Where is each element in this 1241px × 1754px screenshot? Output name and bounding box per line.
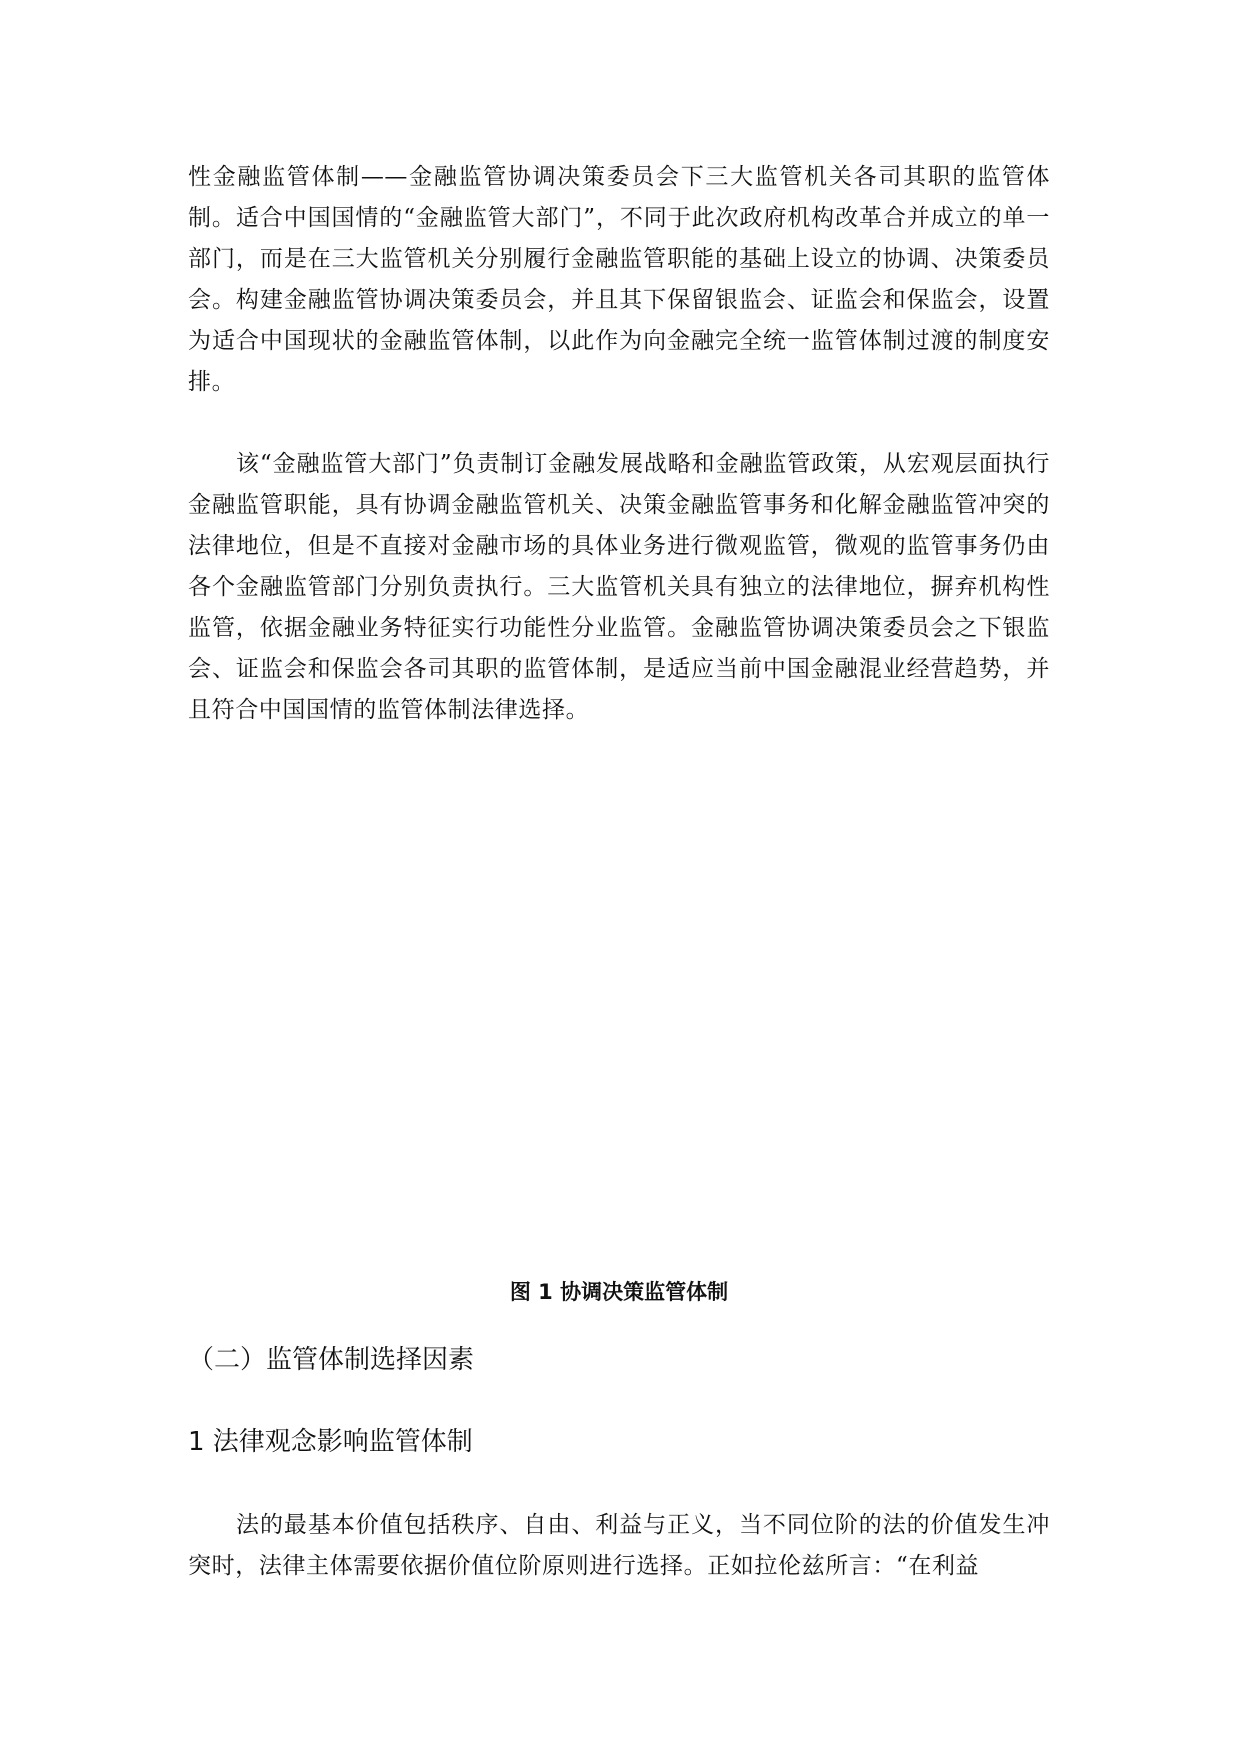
subsection-heading: 1 法律观念影响监管体制	[188, 1427, 473, 1457]
paragraph-indented: 法的最基本价值包括秩序、自由、利益与正义，当不同位阶的法的价值发生冲突时，法律主体需要依据价值位阶原则进行选择。正如拉伦兹所言：“在利益	[188, 1512, 1050, 1579]
paragraph-indented: 该“金融监管大部门”负责制订金融发展战略和金融监管政策，从宏观层面执行金融监管职能，具有协调金融监管机关、决策金融监管事务和化解金融监管冲突的法律地位，但是不直接对金融市场的具体业务进行微观监管，微观的监管事务仍由各个金融监管部门分别负责执行。三大监管机关具有独立的法律地位，摒弃机构性监管，依据金融业务特征实行功能性分业监管。金融监管协调决策委员会之下银监会、证监会和保监会各司其职的监管体制，是适应当前中国金融混业经营趋势，并且符合中国国情的监管体制法律选择。	[188, 451, 1050, 723]
figure-caption: 图 1 协调决策监管体制	[509, 1280, 729, 1304]
figure-placeholder	[188, 800, 1050, 1250]
body-text-block-middle	[188, 444, 1050, 731]
section-heading: （二）监管体制选择因素	[188, 1345, 475, 1375]
body-text-block-top	[188, 157, 1050, 403]
paragraph-continued: 性金融监管体制——金融监管协调决策委员会下三大监管机关各司其职的监管体制。适合中国国情的“金融监管大部门”，不同于此次政府机构改革合并成立的单一部门，而是在三大监管机关分别履行金融监管职能的基础上设立的协调、决策委员会。构建金融监管协调决策委员会，并且其下保留银监会、证监会和保监会，设置为适合中国现状的金融监管体制，以此作为向金融完全统一监管体制过渡的制度安排。	[188, 164, 1050, 395]
body-text-block-bottom	[188, 1505, 1050, 1587]
